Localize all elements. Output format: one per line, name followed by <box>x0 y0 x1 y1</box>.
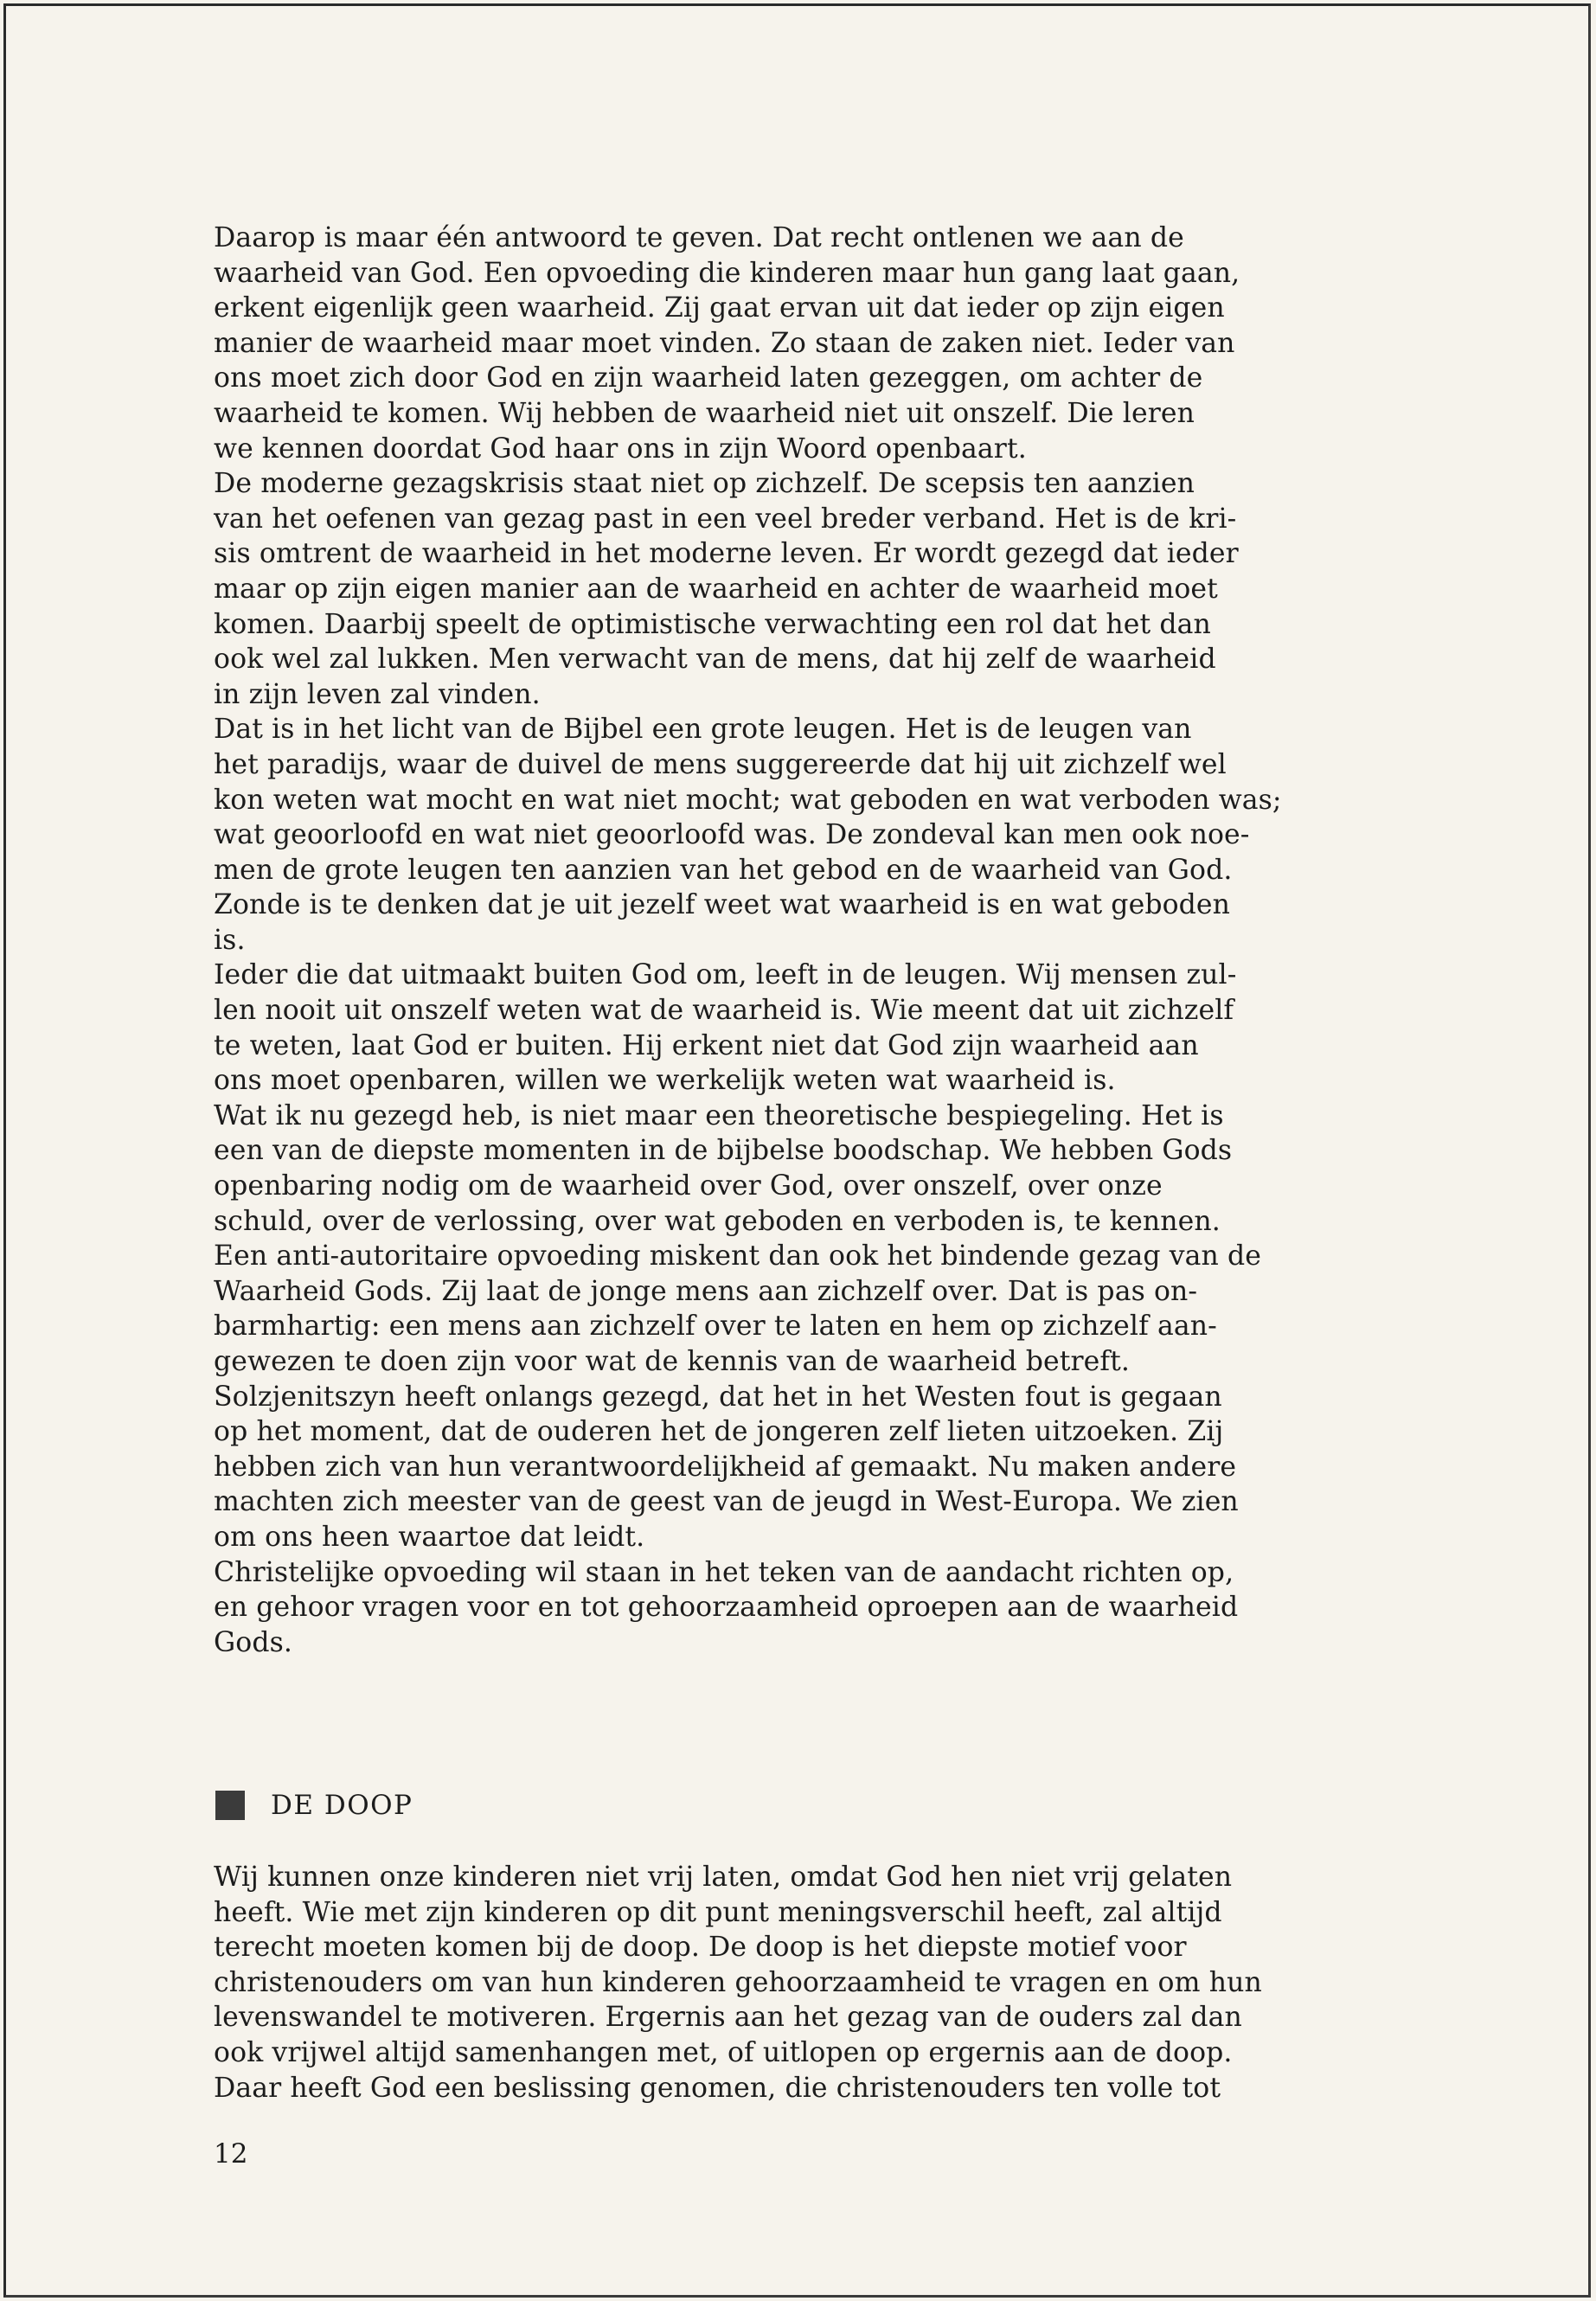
text-line: is. <box>214 924 246 956</box>
text-line: sis omtrent de waarheid in het moderne leven. Er wordt gezegd dat ieder <box>214 538 1239 570</box>
page-number: 12 <box>214 2138 248 2170</box>
text-line: wat geoorloofd en wat niet geoorloofd was. De zondeval kan men ook noe- <box>214 819 1250 851</box>
text-line: De moderne gezagskrisis staat niet op zichzelf. De scepsis ten aanzien <box>214 468 1195 500</box>
text-line: christenouders om van hun kinderen gehoorzaamheid te vragen en om hun <box>214 1966 1262 1998</box>
text-line: Wij kunnen onze kinderen niet vrij laten, omdat God hen niet vrij gelaten <box>214 1862 1233 1893</box>
text-line: heeft. Wie met zijn kinderen op dit punt meningsverschil heeft, zal altijd <box>214 1896 1222 1928</box>
text-line: te weten, laat God er buiten. Hij erkent niet dat God zijn waarheid aan <box>214 1029 1199 1061</box>
heading-bullet-square <box>215 1791 245 1820</box>
text-line: Daar heeft God een beslissing genomen, die christenouders ten volle tot <box>214 2072 1221 2104</box>
section-heading <box>215 1790 413 1821</box>
text-line: Dat is in het licht van de Bijbel een grote leugen. Het is de leugen van <box>214 714 1192 746</box>
text-line: ook vrijwel altijd samenhangen met, of uitlopen op ergernis aan de doop. <box>214 2036 1233 2068</box>
heading-title: DE DOOP <box>271 1790 413 1821</box>
text-line: manier de waarheid maar moet vinden. Zo staan de zaken niet. Ieder van <box>214 327 1235 359</box>
text-line: gewezen te doen zijn voor wat de kennis van de waarheid betreft. <box>214 1346 1131 1377</box>
text-line: ons moet openbaren, willen we werkelijk weten wat waarheid is. <box>214 1065 1116 1097</box>
section-body-text <box>214 1860 1425 2106</box>
text-line: Zonde is te denken dat je uit jezelf weet wat waarheid is en wat geboden <box>214 889 1231 921</box>
text-line: men de grote leugen ten aanzien van het gebod en de waarheid van God. <box>214 854 1233 886</box>
text-line: Daarop is maar één antwoord te geven. Dat recht ontlenen we aan de <box>214 222 1184 253</box>
text-line: kon weten wat mocht en wat niet mocht; wat geboden en wat verboden was; <box>214 784 1282 816</box>
text-line: om ons heen waartoe dat leidt. <box>214 1521 645 1553</box>
text-line: en gehoor vragen voor en tot gehoorzaamheid oproepen aan de waarheid <box>214 1592 1239 1624</box>
text-line: levenswandel te motiveren. Ergernis aan het gezag van de ouders zal dan <box>214 2002 1242 2034</box>
text-line: in zijn leven zal vinden. <box>214 678 541 710</box>
text-line: Wat ik nu gezegd heb, is niet maar een theoretische bespiegeling. Het is <box>214 1099 1224 1131</box>
text-line: van het oefenen van gezag past in een veel breder verband. Het is de kri- <box>214 503 1237 535</box>
text-line: waarheid te komen. Wij hebben de waarheid niet uit onszelf. Die leren <box>214 397 1195 429</box>
text-line: Gods. <box>214 1626 292 1658</box>
text-line: terecht moeten komen bij de doop. De doop is het diepste motief voor <box>214 1932 1187 1964</box>
text-line: waarheid van God. Een opvoeding die kinderen maar hun gang laat gaan, <box>214 257 1240 289</box>
text-line: een van de diepste momenten in de bijbelse boodschap. We hebben Gods <box>214 1135 1233 1167</box>
text-line: len nooit uit onszelf weten wat de waarheid is. Wie meent dat uit zichzelf <box>214 995 1234 1027</box>
text-line: op het moment, dat de ouderen het de jongeren zelf lieten uitzoeken. Zij <box>214 1416 1224 1448</box>
text-line: hebben zich van hun verantwoordelijkheid af gemaakt. Nu maken andere <box>214 1451 1237 1483</box>
text-line: openbaring nodig om de waarheid over God, over onszelf, over onze <box>214 1170 1163 1202</box>
text-line: Ieder die dat uitmaakt buiten God om, leeft in de leugen. Wij mensen zul- <box>214 959 1237 991</box>
text-line: Waarheid Gods. Zij laat de jonge mens aan zichzelf over. Dat is pas on- <box>214 1275 1198 1307</box>
text-line: we kennen doordat God haar ons in zijn Woord openbaart. <box>214 433 1027 465</box>
text-line: erkent eigenlijk geen waarheid. Zij gaat ervan uit dat ieder op zijn eigen <box>214 292 1225 324</box>
text-line: het paradijs, waar de duivel de mens suggereerde dat hij uit zichzelf wel <box>214 748 1227 780</box>
text-line: schuld, over de verlossing, over wat geboden en verboden is, te kennen. <box>214 1205 1221 1237</box>
text-line: ook wel zal lukken. Men verwacht van de mens, dat hij zelf de waarheid <box>214 644 1216 676</box>
text-line: maar op zijn eigen manier aan de waarheid en achter de waarheid moet <box>214 573 1218 605</box>
text-line: komen. Daarbij speelt de optimistische verwachting een rol dat het dan <box>214 608 1211 640</box>
text-line: Solzjenitszyn heeft onlangs gezegd, dat het in het Westen fout is gegaan <box>214 1381 1222 1413</box>
text-line: barmhartig: een mens aan zichzelf over te laten en hem op zichzelf aan- <box>214 1311 1217 1343</box>
text-line: ons moet zich door God en zijn waarheid laten gezeggen, om achter de <box>214 362 1203 394</box>
text-line: Christelijke opvoeding wil staan in het teken van de aandacht richten op, <box>214 1556 1234 1588</box>
text-line: Een anti-autoritaire opvoeding miskent dan ook het bindende gezag van de <box>214 1240 1262 1272</box>
body-text <box>214 221 1425 1660</box>
text-line: machten zich meester van de geest van de jeugd in West-Europa. We zien <box>214 1486 1239 1518</box>
